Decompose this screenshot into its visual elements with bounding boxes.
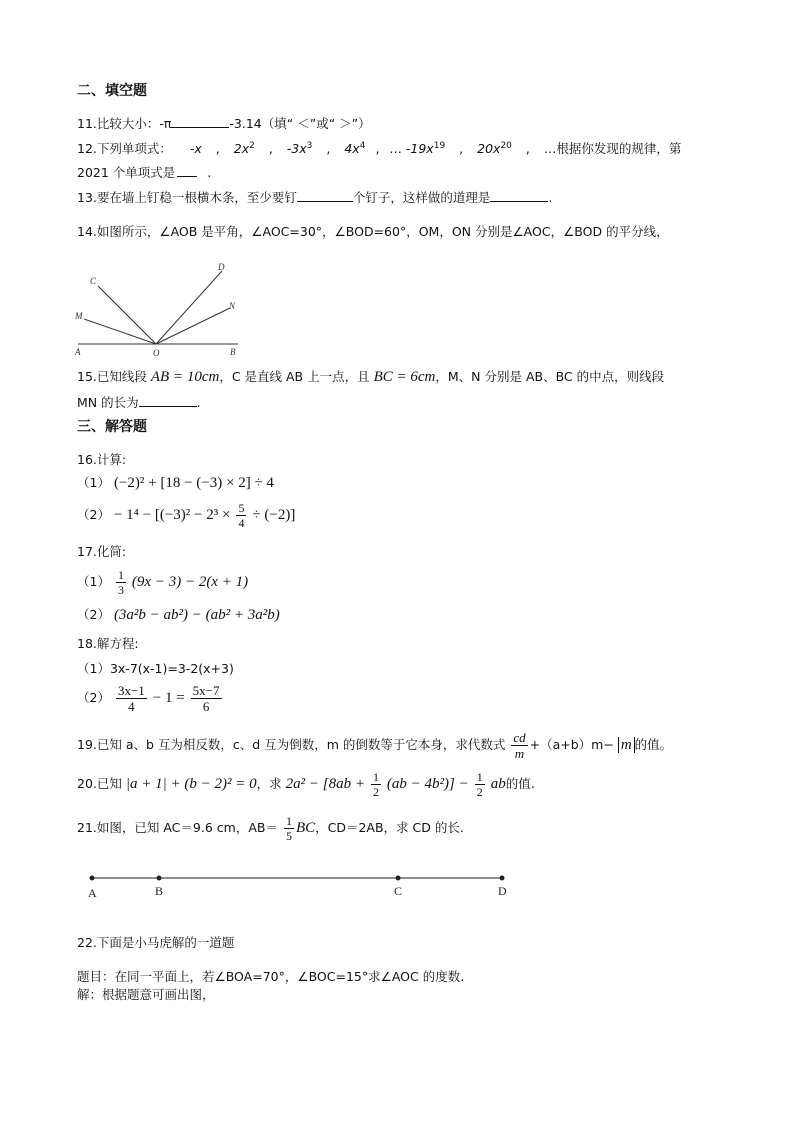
- q15-text-b: ，C 是直线 AB 上一点，且: [219, 369, 370, 384]
- q11-text-a: 11.比较大小：-π: [77, 116, 172, 131]
- fraction: $\frac{3x-1}{4}$: [117, 683, 145, 714]
- q12-line2-end: .: [207, 165, 212, 180]
- ray-od: [156, 271, 222, 344]
- question-19: [77, 731, 672, 760]
- fraction: $\frac{1}{2}$: [476, 770, 483, 799]
- q21-text-a: 21.如图，已知 AC＝9.6 cm，AB＝: [77, 820, 278, 835]
- q20-condition: |a + 1| + (b − 2)² = 0: [125, 776, 257, 792]
- fraction: $\frac{5x-7}{6}$: [192, 683, 220, 714]
- label-b: B: [230, 347, 236, 357]
- label-a: A: [88, 886, 97, 900]
- q12-suffix: …根据你发现的规律，第: [543, 141, 682, 156]
- q19-text-a: 19.已知 a、b 互为相反数，c、d 互为倒数，m 的倒数等于它本身，求代数式: [77, 737, 506, 752]
- q15-text-c: ，M、N 分别是 AB、BC 的中点，则线段: [435, 369, 665, 384]
- label-d: D: [498, 884, 507, 898]
- question-17-part-2: [77, 605, 280, 624]
- q20-expr-c: ab: [490, 776, 506, 792]
- fraction: $\frac{1}{2}$: [372, 770, 379, 799]
- q19-abs-m: m: [618, 737, 635, 753]
- point-d: [500, 876, 505, 881]
- q12-term-20: $20x^{20}$: [477, 140, 512, 156]
- q12-term-3: $-3x^3$: [286, 140, 313, 156]
- point-b: [157, 876, 162, 881]
- segment-figure: [80, 868, 520, 904]
- label-c: C: [90, 276, 97, 286]
- ray-om: [84, 319, 156, 344]
- q12-ellipsis: …: [389, 141, 402, 156]
- label-b: B: [155, 884, 164, 898]
- q12-term-4: $4x^4$: [344, 140, 366, 156]
- q20-text-b: ，求: [256, 776, 282, 791]
- q13-text-a: 13.要在墙上钉稳一根横木条，至少要钉: [77, 190, 297, 205]
- question-17-title: 17.化简:: [77, 544, 127, 559]
- question-22-problem: 题目：在同一平面上，若∠BOA=70°，∠BOC=15°求∠AOC 的度数.: [77, 969, 465, 984]
- question-17-part-1: [77, 569, 248, 596]
- q15-text-a: 15.已知线段: [77, 369, 147, 384]
- question-22-solution: 解：根据题意可画出图，: [77, 987, 215, 1002]
- question-14: 14.如图所示，∠AOB 是平角，∠AOC=30°，∠BOD=60°，OM，ON 分别是∠AOC，∠BOD 的平分线，: [77, 224, 669, 239]
- q13-text-c: .: [548, 190, 553, 205]
- question-16-part-1: [77, 473, 274, 492]
- question-13: [77, 188, 552, 206]
- question-11: [77, 114, 371, 132]
- question-18-title: 18.解方程:: [77, 636, 139, 651]
- fraction: $\frac{1}{3}$: [117, 568, 124, 597]
- part-label: （1）: [77, 475, 110, 490]
- question-12: 12.下列单项式： -x , $2x^2$ , $-3x^3$ , $4x^4$ , … $-19x^{19}$ , $20x^{20}$ , …根据你发现的规律，第: [77, 140, 682, 156]
- question-16-title: 16.计算:: [77, 452, 127, 467]
- q17-expr-2: (3a²b − ab²) − (ab² + 3a²b): [113, 607, 280, 623]
- q15-line2-text: MN 的长为: [77, 395, 139, 410]
- fraction: $\frac{1}{5}$: [285, 814, 292, 843]
- q20-expr-b: (ab − 4b²)] −: [386, 776, 469, 792]
- answer-blank: [297, 189, 353, 202]
- label-c: C: [394, 884, 403, 898]
- answer-blank: [171, 115, 229, 128]
- answer-blank: [139, 394, 197, 407]
- point-c: [396, 876, 401, 881]
- question-22-title: 22.下面是小马虎解的一道题: [77, 935, 235, 950]
- q16-expr-2b: ÷ (−2)]: [252, 507, 296, 523]
- part-label: （2）: [77, 507, 110, 522]
- section-title-solve: 三、解答题: [77, 419, 147, 435]
- q16-expr-2a: − 1⁴ − [(−3)² − 2³ ×: [113, 507, 231, 523]
- question-16-part-2: [77, 502, 295, 529]
- label-d: D: [218, 262, 225, 272]
- q11-text-b: -3.14（填“ ＜”或“ ＞”）: [229, 116, 371, 131]
- q12-prefix: 12.下列单项式：: [77, 141, 172, 156]
- q12-term-2: $2x^2$: [233, 140, 255, 156]
- q19-text-b: +（a+b）m−: [529, 737, 614, 752]
- q12-term-1: -x: [189, 141, 202, 156]
- question-21: [77, 815, 464, 842]
- q19-text-c: 的值。: [634, 737, 673, 752]
- answer-blank: [177, 164, 197, 177]
- fraction: $\frac{cd}{m}$: [513, 730, 526, 761]
- label-m: M: [75, 311, 83, 321]
- label-o: O: [153, 348, 160, 358]
- fraction: $\frac{5}{4}$: [238, 501, 245, 530]
- question-20: [77, 771, 535, 798]
- part-label: （1）: [77, 574, 110, 589]
- point-a: [90, 876, 95, 881]
- q21-text-b: ，CD＝2AB，求 CD 的长.: [315, 820, 464, 835]
- angle-figure: [72, 258, 244, 360]
- q20-text-a: 20.已知: [77, 776, 122, 791]
- q15-math-bc: BC = 6cm: [373, 369, 436, 385]
- answer-blank: [490, 189, 548, 202]
- part-label: （1）: [77, 661, 110, 676]
- question-15: [77, 367, 664, 386]
- q12-term-19: $-19x^{19}$: [405, 140, 446, 156]
- q18-mid: − 1 =: [152, 690, 185, 706]
- q13-text-b: 个钉子，这样做的道理是: [352, 190, 491, 205]
- ray-on: [156, 308, 230, 344]
- q16-expr-1: (−2)² + [18 − (−3) × 2] ÷ 4: [113, 475, 274, 491]
- question-15-line2: [77, 393, 201, 411]
- question-18-part-1: [77, 659, 234, 677]
- q15-line2-end: .: [196, 395, 201, 410]
- section-title-fill-blank: 二、填空题: [77, 83, 147, 99]
- question-18-part-2: [77, 684, 224, 713]
- part-label: （2）: [77, 690, 110, 705]
- q12-line2-text: 2021 个单项式是: [77, 165, 176, 180]
- label-a: A: [75, 347, 81, 357]
- q15-math-ab: AB = 10cm: [150, 369, 220, 385]
- q18-expr-1: 3x-7(x-1)=3-2(x+3): [109, 661, 234, 676]
- q20-expr-a: 2a² − [8ab +: [285, 776, 365, 792]
- part-label: （2）: [77, 607, 110, 622]
- question-12-line2: [77, 163, 211, 181]
- q17-expr-1: (9x − 3) − 2(x + 1): [131, 574, 249, 590]
- q20-text-c: 的值.: [505, 776, 535, 791]
- ray-oc: [98, 286, 156, 344]
- label-n: N: [229, 301, 236, 311]
- q21-var-bc: BC: [295, 820, 316, 836]
